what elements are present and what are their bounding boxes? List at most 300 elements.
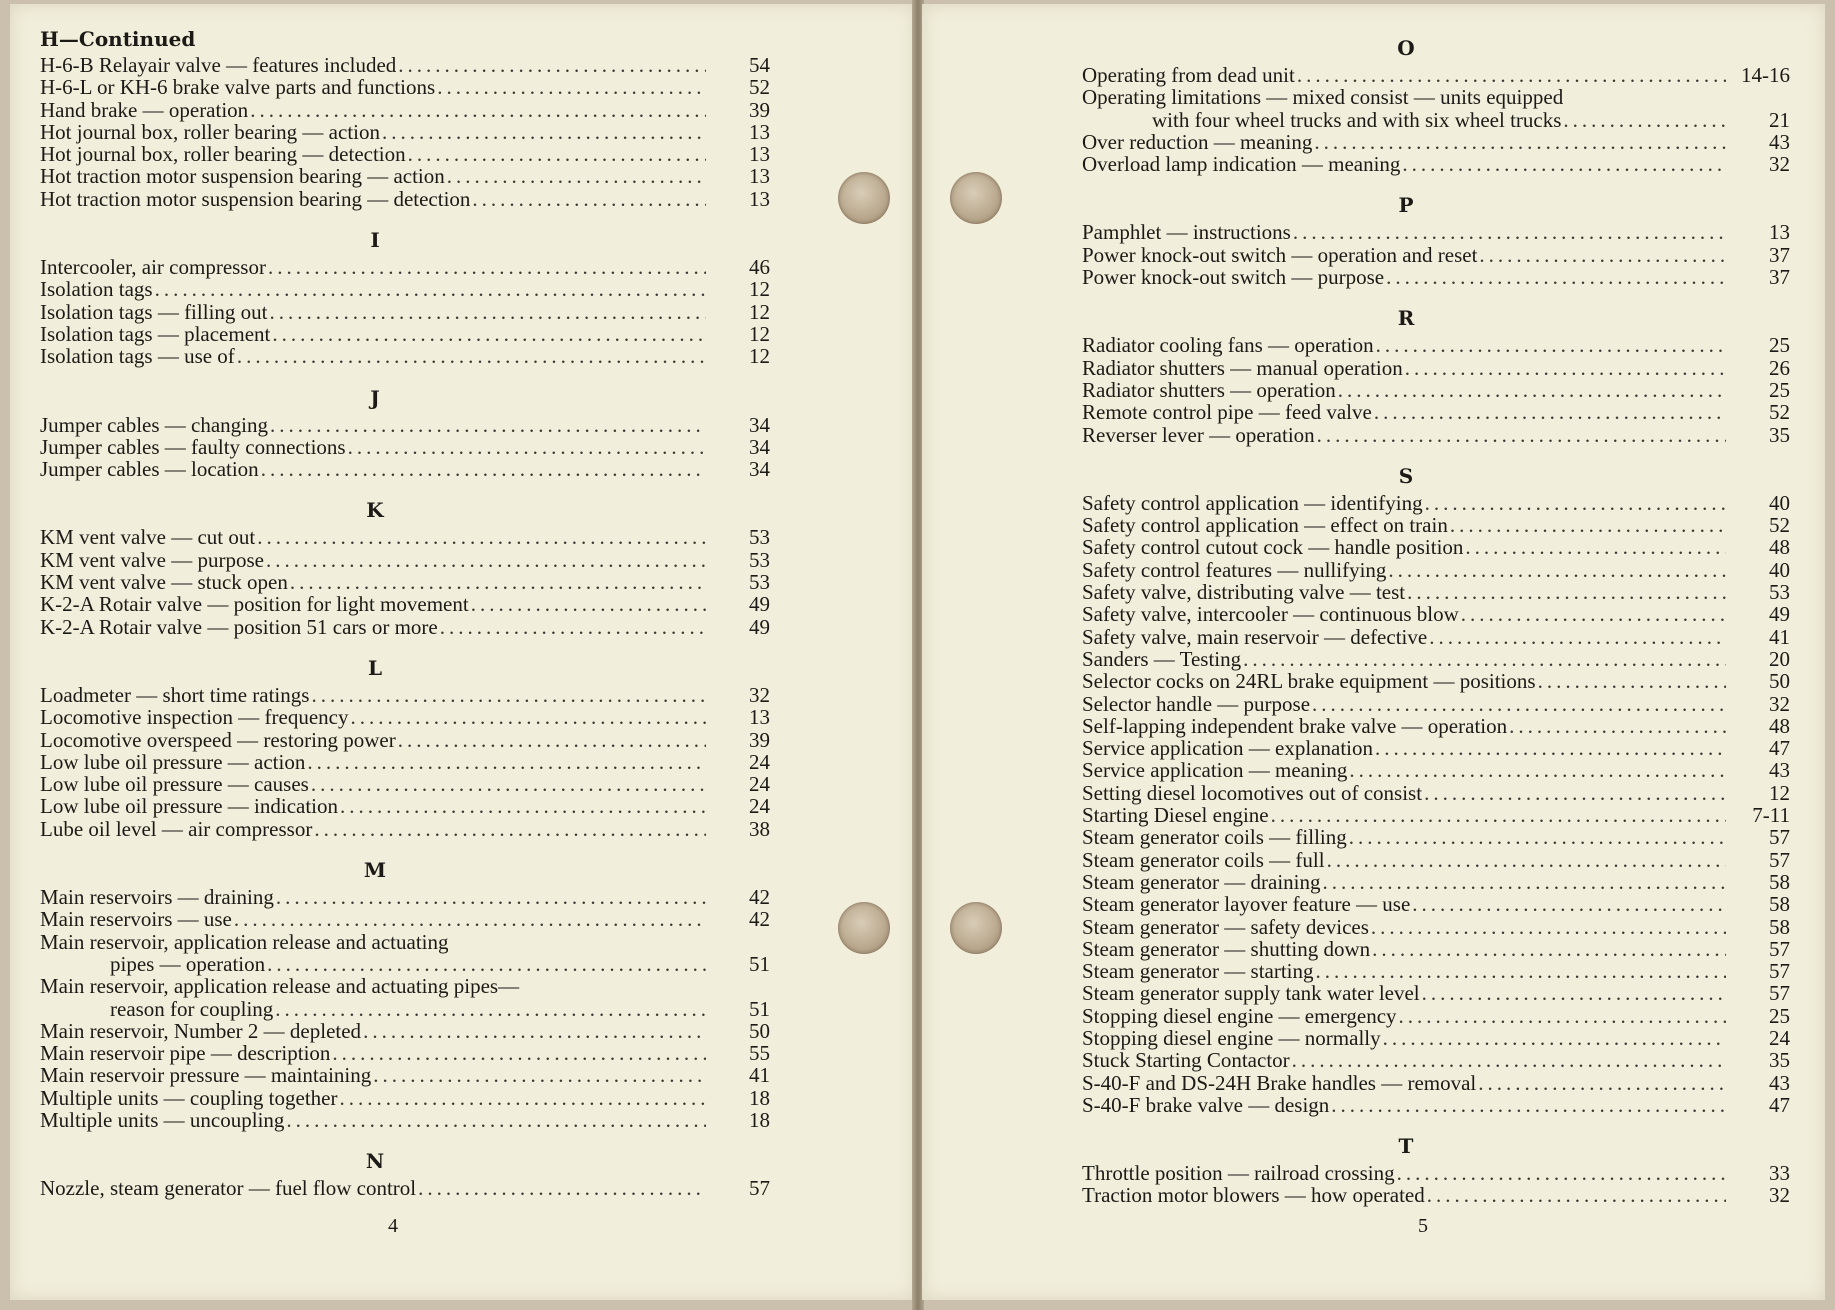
index-entry <box>1082 938 1790 960</box>
entry-text: Isolation tags — placement <box>40 321 271 346</box>
index-entry <box>40 795 770 817</box>
entry-text: Selector handle — purpose <box>1082 691 1311 716</box>
dot-leader <box>311 684 706 706</box>
index-entry <box>40 908 770 930</box>
dot-leader <box>1412 893 1726 915</box>
dot-leader <box>340 795 706 817</box>
entry-text: Safety valve, distributing valve — test <box>1082 580 1406 605</box>
entry-text: Steam generator supply tank water level <box>1082 981 1420 1006</box>
index-entry <box>40 256 770 278</box>
dot-leader <box>1465 536 1726 558</box>
entry-text: Loadmeter — short time ratings <box>40 682 310 707</box>
index-entry <box>1082 1184 1790 1206</box>
dot-leader <box>472 188 706 210</box>
index-entry <box>40 278 770 300</box>
entry-text: H-6-L or KH-6 brake valve parts and functions <box>40 75 436 100</box>
entry-page-number: 25 <box>1769 1003 1790 1028</box>
entry-text: Main reservoir, Number 2 — depleted <box>40 1018 362 1043</box>
index-entry <box>1082 86 1790 108</box>
index-entry <box>1082 1162 1790 1184</box>
entry-text: Service application — explanation <box>1082 736 1373 761</box>
index-section <box>1082 189 1790 288</box>
dot-leader <box>1327 849 1726 871</box>
dot-leader <box>268 256 706 278</box>
entry-text: Steam generator — shutting down <box>1082 936 1371 961</box>
dot-leader <box>1371 916 1726 938</box>
entry-page-number: 49 <box>749 592 770 617</box>
index-entry <box>40 188 770 210</box>
index-entry <box>1082 916 1790 938</box>
entry-text: Throttle position — railroad crossing <box>1082 1161 1395 1186</box>
dot-leader <box>1374 401 1726 423</box>
section-letter: R <box>1397 306 1415 331</box>
punch-hole <box>838 172 890 224</box>
entry-text: Steam generator — safety devices <box>1082 914 1369 939</box>
section-letter: L <box>367 655 383 680</box>
entry-page-number: 48 <box>1769 713 1790 738</box>
entry-page-number: 7-11 <box>1752 803 1790 828</box>
index-entry <box>1082 849 1790 871</box>
index-section <box>40 224 770 367</box>
dot-leader <box>1331 1094 1726 1116</box>
index-entry <box>40 99 770 121</box>
entry-text: Power knock-out switch — purpose <box>1082 265 1385 290</box>
entry-page-number: 26 <box>1769 355 1790 380</box>
dot-leader <box>1461 603 1726 625</box>
dot-leader <box>250 99 706 121</box>
entry-page-number: 18 <box>749 1085 770 1110</box>
index-entry <box>1082 221 1790 243</box>
index-entry <box>1082 401 1790 423</box>
index-entry <box>1082 64 1790 86</box>
entry-page-number: 40 <box>1769 490 1790 515</box>
entry-page-number: 39 <box>749 727 770 752</box>
entry-page-number: 37 <box>1769 265 1790 290</box>
entry-page-number: 50 <box>1769 669 1790 694</box>
entry-text: Radiator shutters — operation <box>1082 377 1336 402</box>
index-entry <box>1082 670 1790 692</box>
index-entry <box>40 1042 770 1064</box>
index-entry <box>1082 266 1790 288</box>
entry-text-continued: pipes — operation <box>110 951 266 976</box>
dot-leader <box>1424 782 1726 804</box>
dot-leader <box>1388 559 1726 581</box>
dot-leader <box>257 526 706 548</box>
entry-text: KM vent valve — stuck open <box>40 570 288 595</box>
entry-page-number: 35 <box>1769 1048 1790 1073</box>
entry-page-number: 13 <box>749 705 770 730</box>
index-entry <box>1082 1094 1790 1116</box>
entry-page-number: 55 <box>749 1041 770 1066</box>
entry-text: Stopping diesel engine — emergency <box>1082 1003 1397 1028</box>
index-entry <box>1082 982 1790 1004</box>
entry-text: Locomotive inspection — frequency <box>40 705 349 730</box>
index-entry <box>40 1109 770 1131</box>
entry-text: Main reservoirs — use <box>40 907 232 932</box>
entry-text: Multiple units — coupling together <box>40 1085 338 1110</box>
entry-page-number: 53 <box>749 525 770 550</box>
dot-leader <box>1563 109 1726 131</box>
entry-text: Safety control cutout cock — handle position <box>1082 535 1464 560</box>
entry-text: Pamphlet — instructions <box>1082 220 1291 245</box>
entry-text: Hot journal box, roller bearing — detection <box>40 142 406 167</box>
index-entry-continuation <box>40 998 770 1020</box>
entry-text: Over reduction — meaning <box>1082 129 1313 154</box>
entry-text: Multiple units — uncoupling <box>40 1107 285 1132</box>
entry-page-number: 34 <box>749 412 770 437</box>
index-entry <box>40 1087 770 1109</box>
index-entry <box>40 76 770 98</box>
dot-leader <box>1425 492 1726 514</box>
dot-leader <box>447 165 706 187</box>
dot-leader <box>1376 334 1726 356</box>
dot-leader <box>1429 626 1726 648</box>
entry-text: Main reservoirs — draining <box>40 885 274 910</box>
index-entry <box>40 165 770 187</box>
entry-text-continued: reason for coupling <box>110 996 274 1021</box>
entry-page-number: 13 <box>749 119 770 144</box>
entry-page-number: 34 <box>749 457 770 482</box>
section-letter: J <box>370 385 380 410</box>
entry-page-number: 32 <box>1769 152 1790 177</box>
index-entry <box>40 323 770 345</box>
index-entry <box>1082 514 1790 536</box>
dot-leader <box>1509 715 1726 737</box>
entry-text: Low lube oil pressure — causes <box>40 772 309 797</box>
entry-page-number: 57 <box>1769 959 1790 984</box>
dot-leader <box>261 458 706 480</box>
index-entry <box>1082 536 1790 558</box>
entry-text: Selector cocks on 24RL brake equipment — positions <box>1082 669 1536 694</box>
entry-text: Radiator shutters — manual operation <box>1082 355 1403 380</box>
dot-leader <box>286 1109 706 1131</box>
entry-text: Starting Diesel engine <box>1082 803 1269 828</box>
index-entry <box>40 773 770 795</box>
right-page <box>922 4 1825 1300</box>
dot-leader <box>398 54 706 76</box>
index-entry <box>40 1177 770 1199</box>
entry-text: Safety control application — identifying <box>1082 490 1423 515</box>
index-entry <box>1082 871 1790 893</box>
dot-leader <box>382 121 706 143</box>
index-entry <box>1082 424 1790 446</box>
entry-text: Setting diesel locomotives out of consist <box>1082 780 1423 805</box>
entry-text: Main reservoir, application release and actuating pipes— <box>40 974 520 999</box>
index-entry <box>1082 759 1790 781</box>
dot-leader <box>307 751 706 773</box>
entry-page-number: 24 <box>749 749 770 774</box>
dot-leader <box>1243 648 1726 670</box>
index-entry <box>40 729 770 751</box>
entry-page-number: 47 <box>1769 736 1790 761</box>
index-section <box>40 494 770 637</box>
entry-page-number: 57 <box>1769 936 1790 961</box>
dot-leader <box>234 908 706 930</box>
entry-page-number: 49 <box>749 614 770 639</box>
index-entry <box>1082 492 1790 514</box>
entry-page-number: 47 <box>1769 1092 1790 1117</box>
punch-hole <box>950 902 1002 954</box>
dot-leader <box>1478 1072 1726 1094</box>
entry-text: Low lube oil pressure — action <box>40 749 306 774</box>
index-entry <box>40 458 770 480</box>
entry-page-number: 43 <box>1769 129 1790 154</box>
entry-page-number: 12 <box>1769 780 1790 805</box>
index-entry <box>40 143 770 165</box>
entry-page-number: 34 <box>749 434 770 459</box>
entry-text: Isolation tags — filling out <box>40 299 268 324</box>
entry-text: S-40-F and DS-24H Brake handles — removal <box>1082 1070 1477 1095</box>
index-entry <box>1082 244 1790 266</box>
index-section <box>40 382 770 481</box>
dot-leader <box>1349 826 1726 848</box>
dot-leader <box>1338 379 1726 401</box>
section-letter: N <box>365 1149 385 1174</box>
entry-page-number: 24 <box>749 794 770 819</box>
entry-text: Stuck Starting Contactor <box>1082 1048 1290 1073</box>
entry-page-number: 48 <box>1769 535 1790 560</box>
entry-text: Main reservoir, application release and actuating <box>40 929 449 954</box>
index-section <box>40 854 770 1131</box>
entry-text: Isolation tags — use of <box>40 344 235 369</box>
dot-leader <box>1538 670 1726 692</box>
entry-text: Steam generator — starting <box>1082 959 1314 984</box>
entry-page-number: 51 <box>749 996 770 1021</box>
entry-text: Overload lamp indication — meaning <box>1082 152 1401 177</box>
entry-page-number: 58 <box>1769 914 1790 939</box>
index-entry <box>40 706 770 728</box>
entry-page-number: 53 <box>749 547 770 572</box>
entry-page-number: 35 <box>1769 422 1790 447</box>
entry-page-number: 21 <box>1769 107 1790 132</box>
dot-leader <box>1323 871 1726 893</box>
entry-page-number: 49 <box>1769 602 1790 627</box>
dot-leader <box>1293 221 1726 243</box>
right-index-column <box>1082 24 1790 1207</box>
entry-page-number: 37 <box>1769 242 1790 267</box>
dot-leader <box>1405 357 1726 379</box>
entry-page-number: 57 <box>749 1176 770 1201</box>
dot-leader <box>1479 244 1726 266</box>
entry-page-number: 32 <box>1769 691 1790 716</box>
entry-text: Hot traction motor suspension bearing — action <box>40 164 445 189</box>
punch-hole <box>950 172 1002 224</box>
dot-leader <box>237 345 706 367</box>
dot-leader <box>1386 266 1726 288</box>
index-entry <box>1082 715 1790 737</box>
entry-page-number: 38 <box>749 816 770 841</box>
entry-text: Hand brake — operation <box>40 97 249 122</box>
entry-text: Steam generator coils — full <box>1082 847 1325 872</box>
dot-leader <box>1397 1162 1726 1184</box>
entry-page-number: 43 <box>1769 758 1790 783</box>
entry-text: Radiator cooling fans — operation <box>1082 333 1374 358</box>
dot-leader <box>155 278 706 300</box>
dot-leader <box>440 616 706 638</box>
dot-leader <box>1422 982 1726 1004</box>
index-entry <box>1082 1049 1790 1071</box>
dot-leader <box>437 76 706 98</box>
entry-page-number: 12 <box>749 277 770 302</box>
entry-page-number: 57 <box>1769 847 1790 872</box>
index-entry <box>1082 1005 1790 1027</box>
dot-leader <box>275 998 706 1020</box>
page-number: 4 <box>388 1215 398 1237</box>
entry-page-number: 32 <box>1769 1183 1790 1208</box>
entry-text: S-40-F brake valve — design <box>1082 1092 1330 1117</box>
entry-page-number: 40 <box>1769 557 1790 582</box>
entry-page-number: 41 <box>1769 624 1790 649</box>
entry-text: Main reservoir pressure — maintaining <box>40 1063 372 1088</box>
index-entry <box>40 886 770 908</box>
entry-page-number: 13 <box>749 142 770 167</box>
index-entry <box>40 751 770 773</box>
entry-page-number: 25 <box>1769 377 1790 402</box>
index-entry <box>40 414 770 436</box>
dot-leader <box>373 1064 706 1086</box>
dot-leader <box>1427 1184 1726 1206</box>
dot-leader <box>1314 131 1726 153</box>
dot-leader <box>1312 693 1726 715</box>
index-entry <box>1082 379 1790 401</box>
entry-page-number: 12 <box>749 299 770 324</box>
entry-text-continued: with four wheel trucks and with six wheel trucks <box>1152 107 1562 132</box>
entry-text: Service application — meaning <box>1082 758 1348 783</box>
index-section <box>1082 32 1790 175</box>
dot-leader <box>290 571 706 593</box>
entry-text: Steam generator coils — filling <box>1082 825 1347 850</box>
entry-page-number: 53 <box>1769 580 1790 605</box>
dot-leader <box>351 706 707 728</box>
entry-page-number: 57 <box>1769 825 1790 850</box>
index-entry <box>40 571 770 593</box>
dot-leader <box>408 143 706 165</box>
index-entry <box>1082 737 1790 759</box>
section-letter: I <box>370 228 380 253</box>
entry-text: Steam generator — draining <box>1082 869 1321 894</box>
index-entry <box>40 931 770 953</box>
dot-leader <box>1271 804 1726 826</box>
index-entry <box>1082 826 1790 848</box>
page-number: 5 <box>1418 1215 1428 1237</box>
index-section <box>1082 1130 1790 1207</box>
entry-page-number: 41 <box>749 1063 770 1088</box>
index-entry <box>1082 804 1790 826</box>
index-entry <box>1082 581 1790 603</box>
index-entry <box>1082 648 1790 670</box>
index-entry <box>1082 1027 1790 1049</box>
entry-text: Safety control features — nullifying <box>1082 557 1387 582</box>
entry-page-number: 39 <box>749 97 770 122</box>
index-entry <box>1082 131 1790 153</box>
index-entry <box>1082 893 1790 915</box>
entry-text: Safety valve, intercooler — continuous blow <box>1082 602 1459 627</box>
entry-text: Traction motor blowers — how operated <box>1082 1183 1425 1208</box>
entry-page-number: 57 <box>1769 981 1790 1006</box>
entry-page-number: 52 <box>1769 400 1790 425</box>
entry-page-number: 25 <box>1769 333 1790 358</box>
entry-text: KM vent valve — purpose <box>40 547 264 572</box>
section-letter: K <box>366 498 384 523</box>
punch-hole <box>838 902 890 954</box>
dot-leader <box>1317 424 1726 446</box>
entry-page-number: 58 <box>1769 892 1790 917</box>
entry-text: Jumper cables — changing <box>40 412 269 437</box>
index-entry <box>40 436 770 458</box>
entry-page-number: 42 <box>749 885 770 910</box>
index-entry <box>1082 1072 1790 1094</box>
dot-leader <box>272 323 706 345</box>
index-entry-continuation <box>1082 109 1790 131</box>
entry-page-number: 53 <box>749 570 770 595</box>
index-entry <box>40 616 770 638</box>
entry-page-number: 12 <box>749 344 770 369</box>
entry-text: K-2-A Rotair valve — position 51 cars or more <box>40 614 438 639</box>
index-entry <box>40 684 770 706</box>
section-letter: O <box>1397 36 1415 60</box>
dot-leader <box>1372 938 1726 960</box>
left-page <box>10 4 915 1300</box>
entry-text: Lube oil level — air compressor <box>40 816 313 841</box>
entry-page-number: 54 <box>749 53 770 77</box>
entry-page-number: 24 <box>749 772 770 797</box>
index-section <box>40 652 770 840</box>
entry-page-number: 52 <box>749 75 770 100</box>
entry-text: Main reservoir pipe — description <box>40 1041 331 1066</box>
entry-page-number: 13 <box>1769 220 1790 245</box>
entry-page-number: 32 <box>749 682 770 707</box>
dot-leader <box>1375 737 1726 759</box>
dot-leader <box>269 301 706 323</box>
index-entry <box>1082 153 1790 175</box>
index-entry <box>40 345 770 367</box>
entry-text: Stopping diesel engine — normally <box>1082 1025 1381 1050</box>
dot-leader <box>1292 1049 1726 1071</box>
dot-leader <box>1450 514 1726 536</box>
index-entry <box>40 1020 770 1042</box>
index-entry <box>40 593 770 615</box>
entry-page-number: 50 <box>749 1018 770 1043</box>
entry-text: Operating from dead unit <box>1082 63 1295 87</box>
entry-text: Safety valve, main reservoir — defective <box>1082 624 1428 649</box>
entry-text: H-6-B Relayair valve — features included <box>40 53 397 77</box>
index-entry <box>1082 626 1790 648</box>
dot-leader <box>1383 1027 1726 1049</box>
entry-page-number: 33 <box>1769 1161 1790 1186</box>
entry-text: KM vent valve — cut out <box>40 525 256 550</box>
entry-text: Low lube oil pressure — indication <box>40 794 339 819</box>
section-letter: P <box>1398 193 1414 218</box>
entry-page-number: 43 <box>1769 1070 1790 1095</box>
section-letter: M <box>363 858 387 883</box>
entry-text: K-2-A Rotair valve — position for light movement <box>40 592 469 617</box>
dot-leader <box>314 818 706 840</box>
index-entry <box>40 975 770 997</box>
dot-leader <box>270 414 706 436</box>
entry-page-number: 42 <box>749 907 770 932</box>
index-entry <box>1082 960 1790 982</box>
index-entry <box>1082 693 1790 715</box>
continued-heading: H—Continued <box>40 27 196 51</box>
dot-leader <box>1399 1005 1726 1027</box>
left-index-column <box>40 24 770 1200</box>
section-letter: S <box>1398 463 1414 488</box>
dot-leader <box>1349 759 1726 781</box>
dot-leader <box>1402 153 1726 175</box>
entry-text: Jumper cables — faulty connections <box>40 434 346 459</box>
index-entry <box>40 549 770 571</box>
entry-page-number: 13 <box>749 186 770 211</box>
